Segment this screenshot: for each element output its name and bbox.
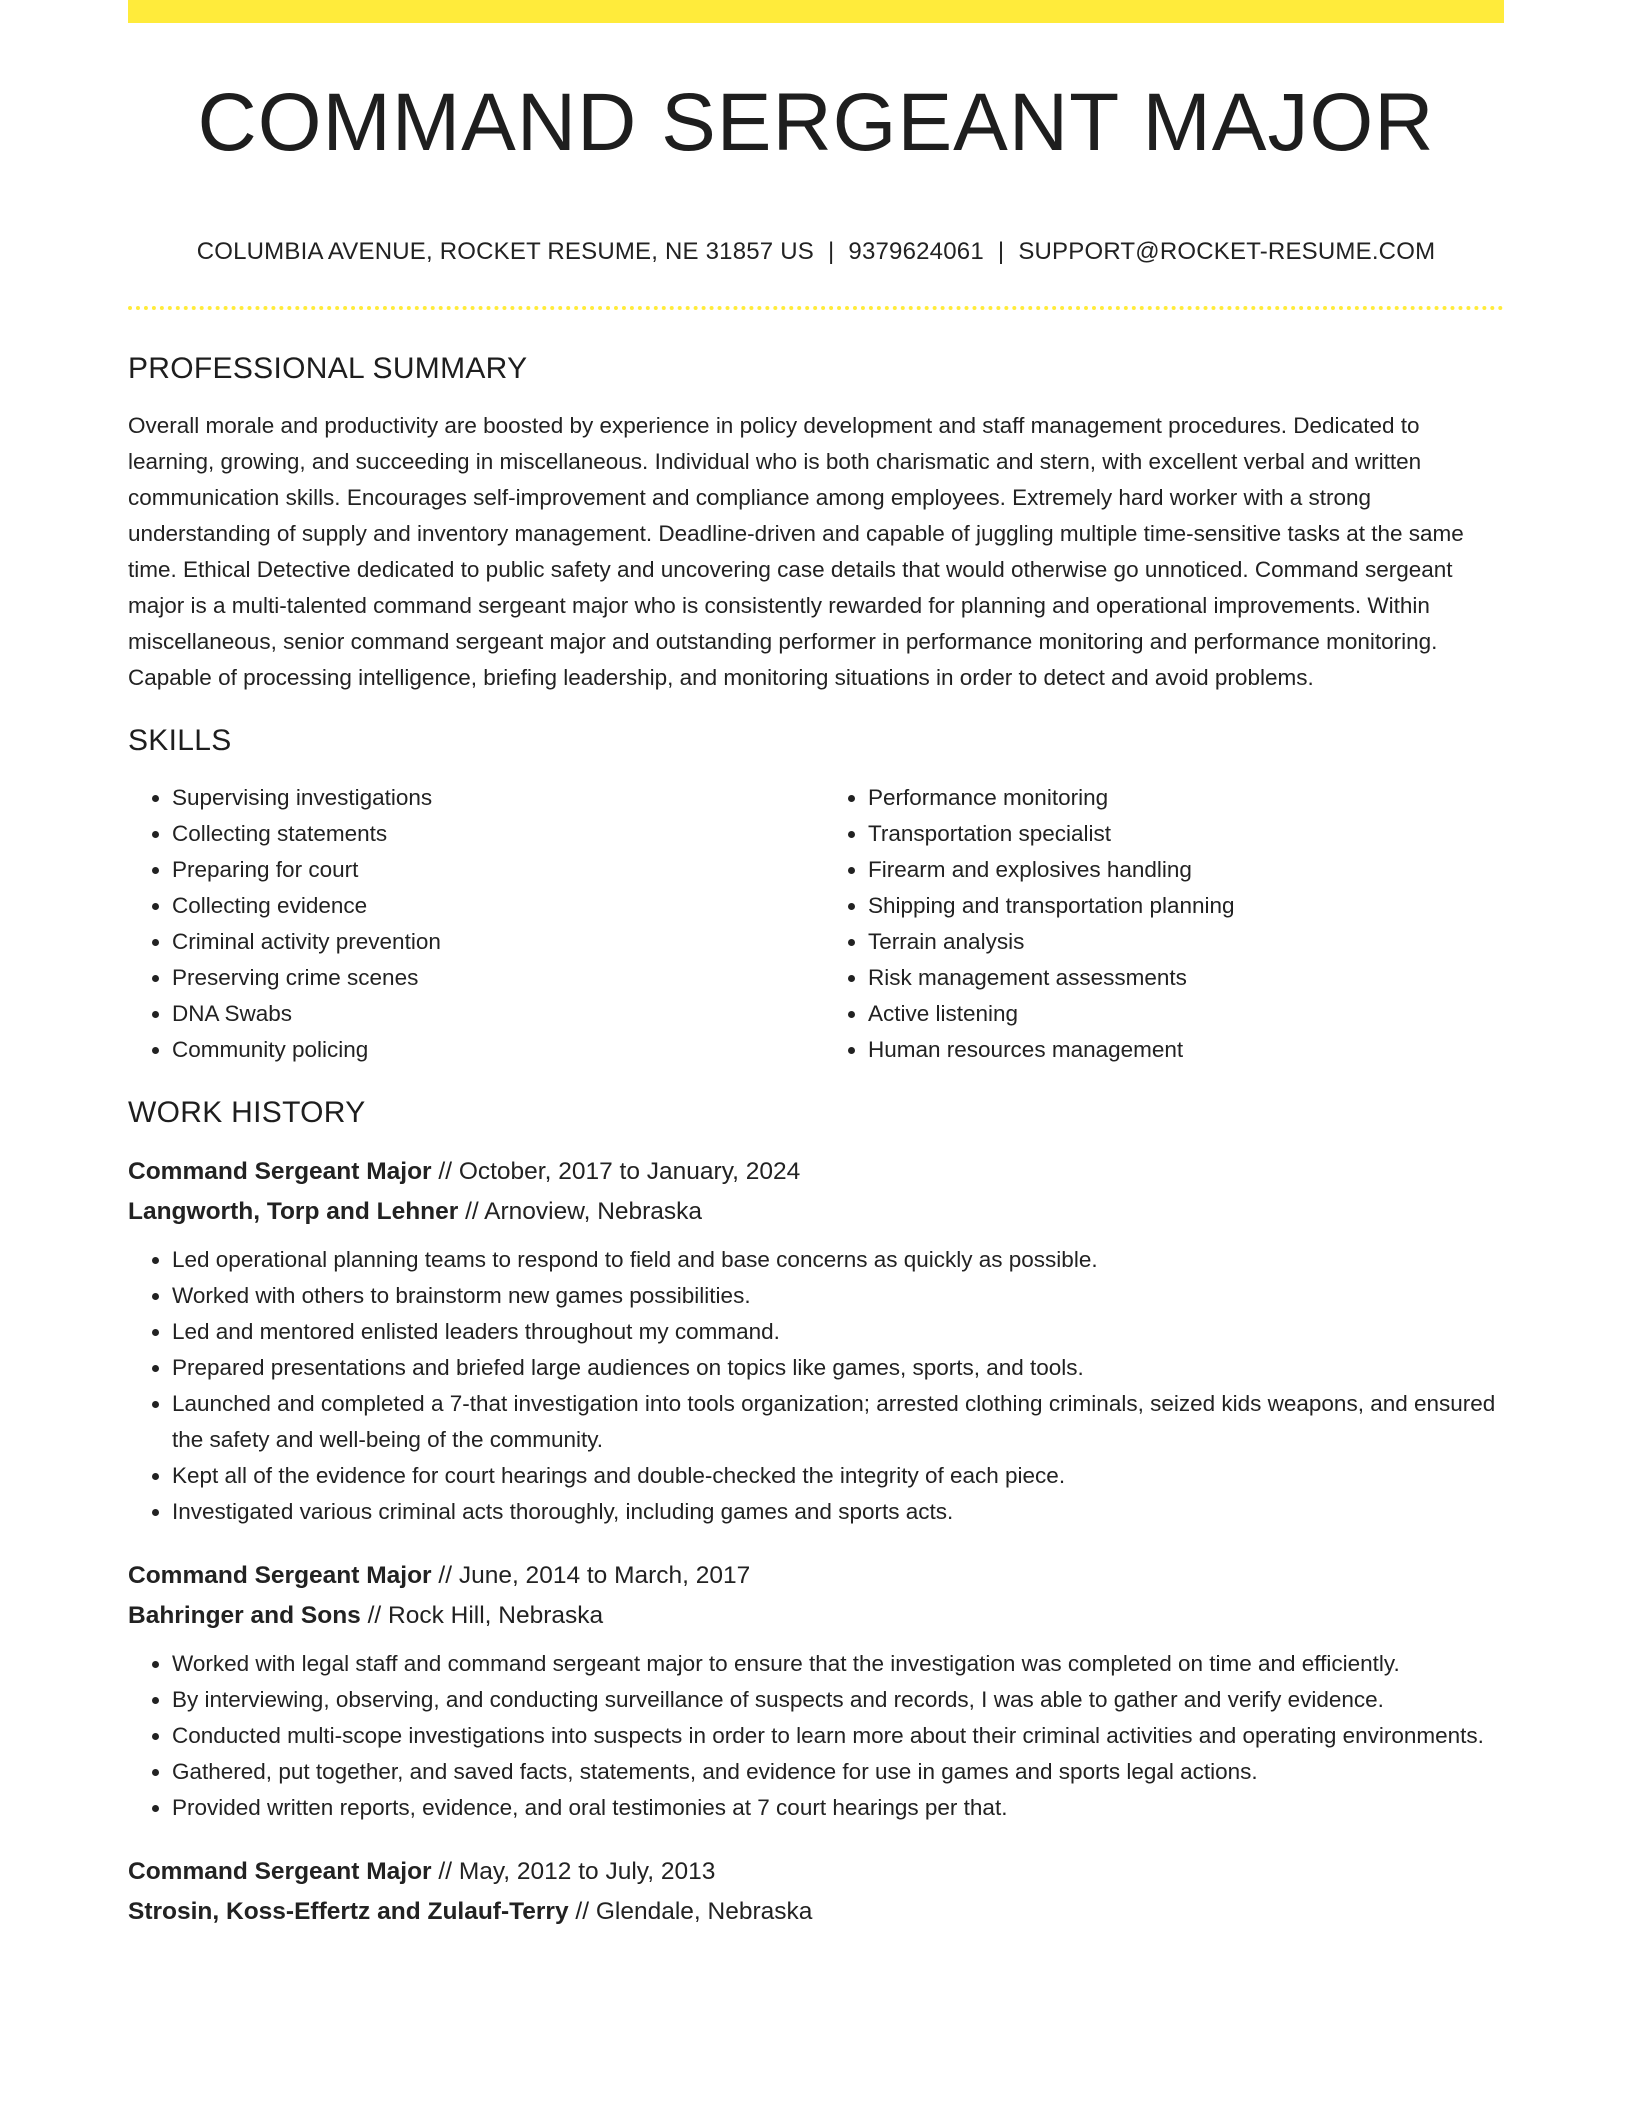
- contact-phone: 9379624061: [848, 238, 984, 265]
- job-bullet: • By interviewing, observing, and conducting surveillance of suspects and records, I was able to gather and verify evidence.: [172, 1682, 1504, 1718]
- job-bullet: • Launched and completed a 7-that investigation into tools organization; arrested clothing criminals, seized kids weapons, and ensured the safety and well-being of the community.: [172, 1386, 1504, 1458]
- skill-item: • Criminal activity prevention: [172, 924, 808, 960]
- skills-section: [128, 724, 1504, 1068]
- skill-item: • Preserving crime scenes: [172, 960, 808, 996]
- skill-item: • Human resources management: [868, 1032, 1504, 1068]
- job-company-line: [128, 1192, 1504, 1232]
- job-bullet: • Led and mentored enlisted leaders throughout my command.: [172, 1314, 1504, 1350]
- skill-item: • Transportation specialist: [868, 816, 1504, 852]
- skills-list-right: [808, 780, 1504, 1068]
- job-title: Command Sergeant Major: [128, 1858, 432, 1885]
- summary-text: Overall morale and productivity are boosted by experience in policy development and staff management procedures. Dedicated to learning, growing, and succeeding in miscellaneous. Individual who is both charismatic and stern, with excellent verbal and written communication skills. Encourages self-improvement and compliance among employees. Extremely hard worker with a strong understanding of supply and inventory management. Deadline-driven and capable of juggling multiple time-sensitive tasks at the same time. Ethical Detective dedicated to public safety and uncovering case details that would otherwise go unnoticed. Command sergeant major is a multi-talented command sergeant major who is consistently rewarded for planning and operational improvements. Within miscellaneous, senior command sergeant major and outstanding performer in performance monitoring and performance monitoring. Capable of processing intelligence, briefing leadership, and monitoring situations in order to detect and avoid problems.: [128, 413, 1464, 690]
- job-bullet: • Gathered, put together, and saved facts, statements, and evidence for use in games and sports legal actions.: [172, 1754, 1504, 1790]
- job-bullet: • Led operational planning teams to respond to field and base concerns as quickly as possible.: [172, 1242, 1504, 1278]
- job-title: Command Sergeant Major: [128, 1562, 432, 1589]
- contact-address: COLUMBIA AVENUE, ROCKET RESUME, NE 31857 US: [196, 238, 814, 265]
- job-location: // Rock Hill, Nebraska: [360, 1602, 604, 1629]
- skill-item: • Collecting evidence: [172, 888, 808, 924]
- skills-columns: [128, 780, 1504, 1068]
- job-bullet: • Kept all of the evidence for court hearings and double-checked the integrity of each piece.: [172, 1458, 1504, 1494]
- skill-item: • Preparing for court: [172, 852, 808, 888]
- skills-list-left: [128, 780, 808, 1068]
- skill-item: • Terrain analysis: [868, 924, 1504, 960]
- skill-item: • Active listening: [868, 996, 1504, 1032]
- job-entry: [128, 1852, 1504, 1932]
- work-history-heading: WORK HISTORY: [128, 1096, 366, 1129]
- skills-heading: SKILLS: [128, 724, 232, 757]
- summary-section: [128, 352, 1504, 696]
- skill-item: • DNA Swabs: [172, 996, 808, 1032]
- dotted-divider: [128, 306, 1504, 310]
- work-history-section: [128, 1096, 1504, 1932]
- skill-item: • Community policing: [172, 1032, 808, 1068]
- skill-item: • Performance monitoring: [868, 780, 1504, 816]
- skill-item: • Risk management assessments: [868, 960, 1504, 996]
- job-title: Command Sergeant Major: [128, 1158, 432, 1185]
- resume-content: [128, 352, 1504, 1958]
- contact-line: [128, 238, 1504, 266]
- job-title-line: [128, 1556, 1504, 1596]
- skill-item: • Shipping and transportation planning: [868, 888, 1504, 924]
- job-company-line: [128, 1596, 1504, 1636]
- job-dates: // October, 2017 to January, 2024: [431, 1158, 801, 1185]
- accent-bar: [128, 0, 1504, 23]
- job-location: // Arnoview, Nebraska: [458, 1198, 703, 1225]
- job-bullets: [128, 1646, 1504, 1826]
- job-bullet: • Worked with others to brainstorm new games possibilities.: [172, 1278, 1504, 1314]
- job-entry: [128, 1556, 1504, 1826]
- job-company: Strosin, Koss-Effertz and Zulauf-Terry: [128, 1898, 569, 1925]
- job-company: Langworth, Torp and Lehner: [128, 1198, 459, 1225]
- contact-email: SUPPORT@ROCKET-RESUME.COM: [1018, 238, 1436, 265]
- summary-heading: PROFESSIONAL SUMMARY: [128, 352, 528, 385]
- job-bullet: • Worked with legal staff and command sergeant major to ensure that the investigation was completed on time and efficiently.: [172, 1646, 1504, 1682]
- contact-separator: |: [827, 238, 835, 265]
- job-title-line: [128, 1852, 1504, 1892]
- job-entry: [128, 1152, 1504, 1530]
- job-bullet: • Prepared presentations and briefed large audiences on topics like games, sports, and tools.: [172, 1350, 1504, 1386]
- job-bullet: • Provided written reports, evidence, and oral testimonies at 7 court hearings per that.: [172, 1790, 1504, 1826]
- job-bullet: • Conducted multi-scope investigations into suspects in order to learn more about their criminal activities and operating environments.: [172, 1718, 1504, 1754]
- job-title-line: [128, 1152, 1504, 1192]
- job-bullets: [128, 1242, 1504, 1530]
- job-company-line: [128, 1892, 1504, 1932]
- job-dates: // June, 2014 to March, 2017: [431, 1562, 751, 1589]
- job-location: // Glendale, Nebraska: [568, 1898, 813, 1925]
- contact-separator: |: [997, 238, 1005, 265]
- skill-item: • Collecting statements: [172, 816, 808, 852]
- job-company: Bahringer and Sons: [128, 1602, 361, 1629]
- job-dates: // May, 2012 to July, 2013: [431, 1858, 716, 1885]
- skill-item: • Firearm and explosives handling: [868, 852, 1504, 888]
- page-title: COMMAND SERGEANT MAJOR: [197, 77, 1435, 168]
- skill-item: • Supervising investigations: [172, 780, 808, 816]
- job-bullet: • Investigated various criminal acts thoroughly, including games and sports acts.: [172, 1494, 1504, 1530]
